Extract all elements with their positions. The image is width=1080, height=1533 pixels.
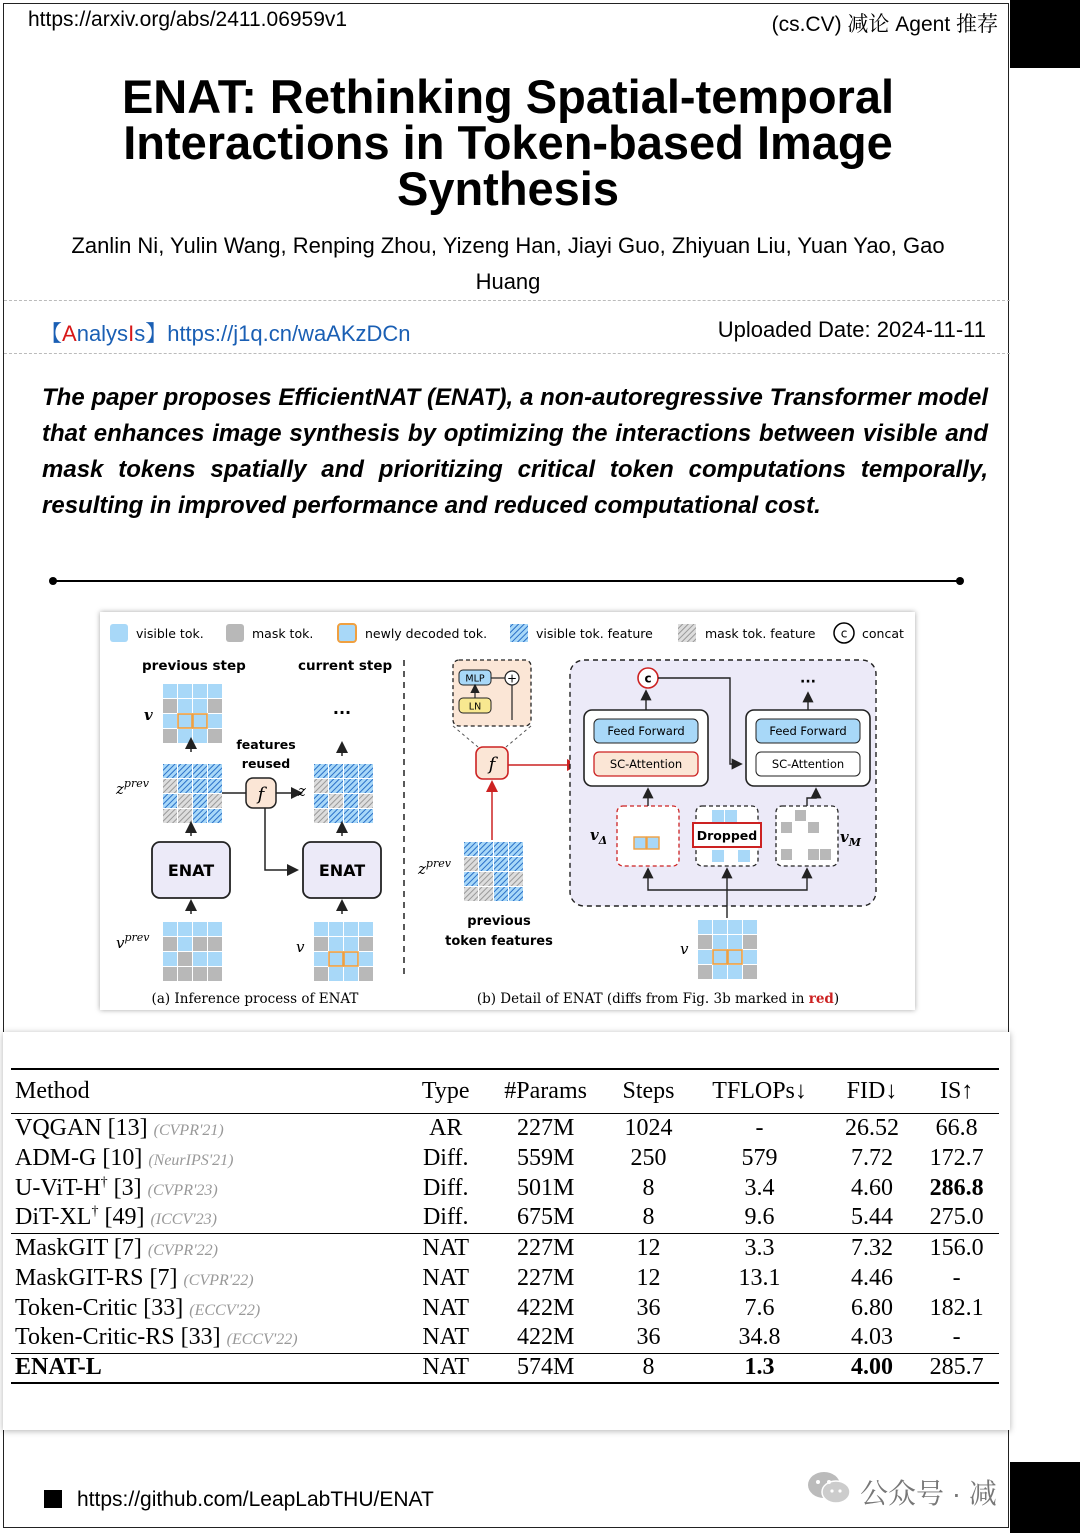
cell-params: 227M [484, 1233, 608, 1263]
cell-fid: 26.52 [844, 1114, 899, 1141]
token-cell [163, 794, 177, 808]
token-cell [344, 779, 358, 793]
token-cell [479, 842, 493, 856]
token-cell [329, 937, 343, 951]
svg-text:Feed Forward: Feed Forward [607, 724, 685, 738]
table-row [11, 1353, 999, 1383]
token-cell [314, 922, 328, 936]
token-cell [208, 937, 222, 951]
token-cell [329, 764, 343, 778]
svg-text:token features: token features [445, 934, 553, 949]
token-cell [208, 952, 222, 966]
cell-type: NAT [422, 1294, 470, 1321]
cell-method: Token-Critic-RS [33] (ECCV'22) [15, 1324, 298, 1351]
token-cell [329, 779, 343, 793]
col-is: IS↑ [914, 1069, 999, 1113]
token-cell [163, 952, 177, 966]
token-cell [509, 872, 523, 886]
token-cell [494, 872, 508, 886]
token-cell [743, 935, 757, 949]
token-cell [208, 714, 222, 728]
legend-mask: mask tok. [252, 626, 314, 641]
token-cell [178, 967, 192, 981]
token-cell [178, 809, 192, 823]
cell-is: 275.0 [929, 1204, 984, 1231]
prev-token-features-label: previous [467, 914, 531, 929]
cell-steps: 36 [636, 1294, 661, 1321]
token-cell [494, 842, 508, 856]
token-cell [494, 857, 508, 871]
legend-visible: visible tok. [136, 626, 204, 641]
cell-is: 66.8 [935, 1114, 978, 1141]
token-cell [163, 809, 177, 823]
token-cell [163, 699, 177, 713]
paper-title: ENAT: Rethinking Spatial-temporal Interactions in Token-based Image Synthesis [121, 70, 895, 215]
token-cell [344, 967, 358, 981]
token-cell [163, 764, 177, 778]
cell-params: 675M [516, 1204, 575, 1231]
legend-visfeat-swatch [510, 624, 528, 642]
svg-text:ENAT: ENAT [318, 861, 366, 880]
token-cell [344, 764, 358, 778]
v-current-label: v [296, 938, 305, 956]
token-cell [344, 952, 358, 966]
token-cell [743, 965, 757, 979]
wechat-icon [806, 1470, 852, 1506]
cell-params: 501M [516, 1174, 575, 1201]
cell-method: U-ViT-H† [3] (CVPR'23) [15, 1174, 218, 1201]
cell-type: Diff. [422, 1174, 469, 1201]
token-cell [329, 794, 343, 808]
token-cell [743, 920, 757, 934]
svg-text:ENAT: ENAT [167, 861, 215, 880]
token-cell [314, 967, 328, 981]
cell-type: Diff. [422, 1204, 469, 1231]
token-cell [359, 967, 373, 981]
cell-method: MaskGIT [7] (CVPR'22) [11, 1233, 408, 1263]
token-cell [163, 922, 177, 936]
svg-text:Feed Forward: Feed Forward [769, 724, 847, 738]
abstract: The paper proposes EfficientNAT (ENAT), a non-autoregressive Transformer model that enhances image synthesis by optimizing the interactions between visible and mask tokens spatially and prioritizing critical token computations temporally, resulting in improved performance and reduced computational cost. [42, 384, 988, 519]
token-cell [208, 809, 222, 823]
results-table [11, 1068, 999, 1384]
cell-type: NAT [408, 1233, 484, 1263]
svg-text:SC-Attention: SC-Attention [771, 757, 845, 771]
cell-params: 422M [516, 1324, 575, 1351]
caption-b: (b) Detail of ENAT (diffs from Fig. 3b marked in red) [476, 991, 840, 1007]
token-cell [344, 937, 358, 951]
token-cell [163, 967, 177, 981]
cell-tflops: 3.4 [744, 1174, 775, 1201]
token-cell [464, 842, 478, 856]
token-cell [743, 950, 757, 964]
legend-new-swatch [338, 624, 356, 642]
token-cell [193, 922, 207, 936]
token-cell [163, 714, 177, 728]
cell-fid: 4.60 [850, 1174, 893, 1201]
token-cell [178, 937, 192, 951]
token-cell [208, 699, 222, 713]
token-cell [359, 764, 373, 778]
cell-is: 156.0 [914, 1233, 999, 1263]
cell-steps: 250 [630, 1144, 667, 1171]
cell-params: 227M [516, 1264, 575, 1291]
token-cell [464, 872, 478, 886]
token-cell [193, 809, 207, 823]
token-cell [193, 764, 207, 778]
cell-tflops: 3.3 [689, 1233, 829, 1263]
token-cell [329, 809, 343, 823]
analysis-link[interactable]: 【AnalysIs】https://j1q.cn/waAKzDCn [40, 321, 411, 346]
cell-is: 285.7 [914, 1353, 999, 1383]
cell-steps: 8 [642, 1174, 655, 1201]
z-label: z [298, 782, 306, 800]
token-cell [698, 950, 712, 964]
cell-type: Diff. [422, 1144, 469, 1171]
v-m-label: $v_M$ [840, 828, 861, 849]
table-row [11, 1173, 999, 1203]
cell-type: NAT [408, 1353, 484, 1383]
token-grid-z-current [314, 764, 373, 823]
ellipsis-current: ··· [332, 703, 352, 722]
table-header-row [11, 1069, 999, 1113]
table-row [11, 1113, 999, 1143]
token-cell [178, 684, 192, 698]
cell-steps: 8 [608, 1353, 690, 1383]
figure-diagram [100, 612, 915, 1010]
arxiv-url[interactable]: https://arxiv.org/abs/2411.06959v1 [28, 8, 348, 31]
token-cell [193, 684, 207, 698]
token-cell [698, 965, 712, 979]
svg-text:c: c [644, 671, 652, 686]
cell-fid: 4.46 [850, 1264, 893, 1291]
token-cell [193, 967, 207, 981]
zprev-label: $z^{prev}$ [116, 777, 149, 798]
previous-step-label: previous step [142, 658, 246, 674]
token-grid-zprev [163, 764, 222, 823]
token-cell [314, 937, 328, 951]
token-cell [178, 699, 192, 713]
token-cell [208, 764, 222, 778]
token-cell [698, 920, 712, 934]
token-cell [314, 952, 328, 966]
authors: Zanlin Ni, Yulin Wang, Renping Zhou, Yizeng Han, Jiayi Guo, Zhiyuan Liu, Yuan Yao, Gao Huang [71, 233, 945, 294]
table-row [11, 1323, 999, 1353]
svg-text:Dropped: Dropped [696, 828, 758, 843]
col-type: Type [408, 1069, 484, 1113]
token-cell [163, 779, 177, 793]
token-cell [329, 952, 343, 966]
cell-is: 182.1 [929, 1294, 984, 1321]
token-cell [698, 935, 712, 949]
token-cell [344, 794, 358, 808]
token-cell [208, 922, 222, 936]
legend-visible-swatch [110, 624, 128, 642]
cell-steps: 12 [608, 1233, 690, 1263]
token-cell [208, 684, 222, 698]
token-cell [329, 967, 343, 981]
divider [4, 300, 1010, 301]
cell-fid: 7.32 [830, 1233, 915, 1263]
token-cell [314, 779, 328, 793]
cell-tflops: 1.3 [689, 1353, 829, 1383]
cell-fid: 4.00 [830, 1353, 915, 1383]
token-cell [479, 857, 493, 871]
cell-fid: 5.44 [850, 1204, 893, 1231]
table-row [11, 1143, 999, 1173]
cell-fid: 4.03 [850, 1324, 893, 1351]
token-grid-vprev [163, 922, 222, 981]
cell-method: ADM-G [10] (NeurIPS'21) [15, 1144, 234, 1171]
svg-text:f: f [488, 754, 496, 775]
token-cell [464, 887, 478, 901]
cell-type: NAT [422, 1264, 470, 1291]
cell-params: 422M [516, 1294, 575, 1321]
cell-tflops: 34.8 [738, 1324, 781, 1351]
rule-dot-left [49, 577, 57, 585]
cell-params: 559M [516, 1144, 575, 1171]
table-row [11, 1203, 999, 1233]
token-cell [359, 922, 373, 936]
cell-type: NAT [422, 1324, 470, 1351]
cell-tflops: 13.1 [738, 1264, 781, 1291]
cell-is: - [952, 1324, 961, 1351]
token-cell [509, 887, 523, 901]
token-cell [728, 920, 742, 934]
svg-text:LN: LN [468, 701, 482, 713]
cell-params: 574M [484, 1353, 608, 1383]
cell-tflops: 579 [741, 1144, 778, 1171]
rule-dot-right [956, 577, 964, 585]
token-cell [178, 794, 192, 808]
cell-tflops: - [755, 1114, 764, 1141]
token-cell [163, 729, 177, 743]
token-cell [728, 965, 742, 979]
col-steps: Steps [608, 1069, 690, 1113]
token-cell [359, 809, 373, 823]
svg-text:MLP: MLP [465, 673, 485, 685]
token-cell [314, 809, 328, 823]
svg-text:f: f [257, 784, 265, 805]
v-delta-label: $v_\Delta$ [590, 826, 608, 847]
cell-method: MaskGIT-RS [7] (CVPR'22) [15, 1264, 254, 1291]
token-grid-v-current [314, 922, 373, 981]
features-reused-label: features [236, 737, 296, 752]
token-grid-v-input-b [698, 920, 757, 979]
token-cell [193, 714, 207, 728]
divider [4, 353, 1010, 354]
watermark-text: 公众号 · 减 [860, 1478, 997, 1509]
token-cell [728, 935, 742, 949]
cell-params: 227M [516, 1114, 575, 1141]
token-cell [464, 857, 478, 871]
token-cell [178, 714, 192, 728]
cell-tflops: 9.6 [744, 1204, 775, 1231]
token-cell [479, 872, 493, 886]
token-cell [178, 779, 192, 793]
token-cell [314, 794, 328, 808]
cell-steps: 8 [642, 1204, 655, 1231]
v-input-b-label: v [680, 940, 689, 958]
token-cell [193, 794, 207, 808]
token-grid-zprev-b [464, 842, 523, 901]
table-row [11, 1293, 999, 1323]
token-cell [208, 729, 222, 743]
corner-block-top [1010, 0, 1080, 68]
legend-new: newly decoded tok. [365, 626, 488, 641]
token-cell [193, 779, 207, 793]
cell-is: - [952, 1264, 961, 1291]
legend-maskfeat-swatch [678, 624, 696, 642]
token-cell [344, 809, 358, 823]
uploaded-date: Uploaded Date: 2024-11-11 [717, 317, 986, 342]
token-cell [208, 967, 222, 981]
token-cell [494, 887, 508, 901]
token-cell [713, 920, 727, 934]
token-cell [359, 952, 373, 966]
v-delta-box [617, 806, 679, 866]
cell-method: DiT-XL† [49] (ICCV'23) [15, 1204, 217, 1231]
figure [100, 612, 915, 1010]
token-cell [509, 857, 523, 871]
token-cell [193, 729, 207, 743]
results-table-card [3, 1032, 1010, 1430]
svg-text:reused: reused [241, 756, 291, 771]
token-cell [208, 794, 222, 808]
token-cell [178, 922, 192, 936]
token-cell [208, 779, 222, 793]
table-row [11, 1233, 999, 1263]
zprev-b-label: $z^{prev}$ [418, 857, 451, 878]
vprev-label: $v^{prev}$ [116, 931, 150, 952]
token-grid-v-output [163, 684, 222, 743]
token-cell [193, 699, 207, 713]
token-cell [479, 887, 493, 901]
cell-method: ENAT-L [11, 1353, 408, 1383]
col-method: Method [11, 1069, 408, 1113]
ellipsis-blocks: ··· [800, 674, 816, 690]
cell-method: Token-Critic [33] (ECCV'22) [15, 1294, 261, 1321]
token-cell [344, 922, 358, 936]
token-cell [163, 684, 177, 698]
token-cell [713, 965, 727, 979]
svg-text:SC-Attention: SC-Attention [609, 757, 683, 771]
col-tflops: TFLOPs↓ [689, 1069, 829, 1113]
category-label: (cs.CV) 减论 Agent 推荐 [771, 13, 998, 36]
cell-tflops: 7.6 [744, 1294, 775, 1321]
svg-text:c: c [840, 626, 848, 641]
token-cell [178, 729, 192, 743]
figure-legend [110, 623, 904, 643]
caption-a: (a) Inference process of ENAT [151, 991, 359, 1007]
cell-fid: 7.72 [850, 1144, 893, 1171]
token-cell [314, 764, 328, 778]
v-label: v [144, 706, 153, 724]
token-cell [193, 952, 207, 966]
corner-block-bottom [1010, 1462, 1080, 1533]
token-cell [359, 779, 373, 793]
legend-concat: concat [862, 626, 904, 641]
cell-steps: 1024 [624, 1114, 673, 1141]
token-cell [713, 950, 727, 964]
github-link[interactable]: https://github.com/LeapLabTHU/ENAT [77, 1488, 434, 1511]
token-cell [163, 937, 177, 951]
cell-fid: 6.80 [850, 1294, 893, 1321]
cell-method: VQGAN [13] (CVPR'21) [15, 1114, 224, 1141]
footer-bullet [44, 1490, 62, 1508]
token-cell [359, 937, 373, 951]
token-cell [178, 952, 192, 966]
cell-type: AR [429, 1114, 463, 1141]
legend-visfeat: visible tok. feature [536, 626, 653, 641]
token-cell [178, 764, 192, 778]
token-cell [359, 794, 373, 808]
legend-mask-swatch [226, 624, 244, 642]
token-cell [329, 922, 343, 936]
token-cell [509, 842, 523, 856]
col-params: #Params [484, 1069, 608, 1113]
col-fid: FID↓ [830, 1069, 915, 1113]
token-cell [713, 935, 727, 949]
cell-is: 172.7 [929, 1144, 984, 1171]
legend-maskfeat: mask tok. feature [705, 626, 816, 641]
token-cell [728, 950, 742, 964]
current-step-label: current step [298, 658, 393, 674]
cell-steps: 12 [636, 1264, 661, 1291]
cell-is: 286.8 [929, 1174, 984, 1201]
cell-steps: 36 [636, 1324, 661, 1351]
table-row [11, 1263, 999, 1293]
svg-text:+: + [506, 671, 518, 686]
separator-rule [52, 580, 960, 582]
token-cell [193, 937, 207, 951]
